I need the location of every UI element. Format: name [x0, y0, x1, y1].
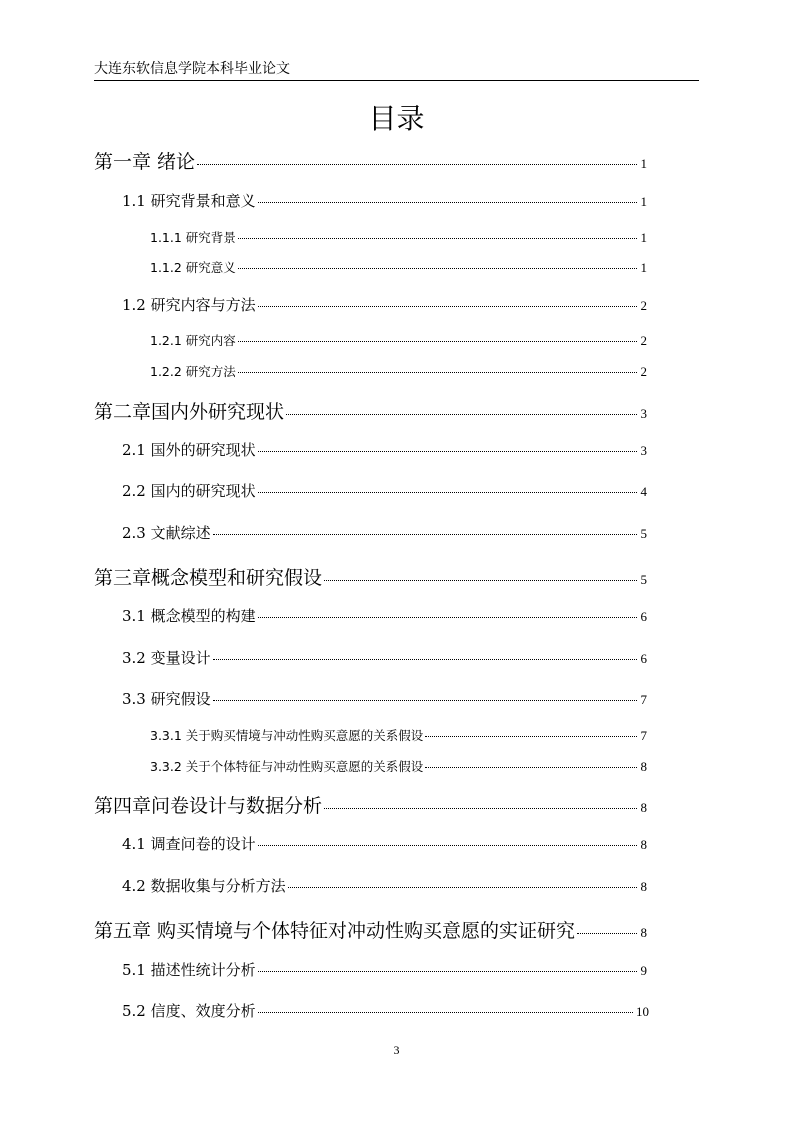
toc-entry-page: 9 — [640, 963, 647, 978]
toc-entry-2-1[interactable] — [122, 439, 647, 460]
leader-dots — [288, 887, 637, 888]
leader-dots — [213, 659, 637, 660]
leader-dots — [258, 202, 637, 203]
toc-entry-page: 7 — [640, 728, 647, 743]
leader-dots — [258, 971, 637, 972]
toc-entry-page: 8 — [640, 800, 647, 815]
toc-entry-text: 5.1 描述性统计分析 — [122, 961, 256, 979]
toc-entry-3-2[interactable] — [122, 647, 647, 668]
toc-entry-2-2[interactable] — [122, 480, 647, 501]
toc-entry-4-1[interactable] — [122, 833, 647, 854]
page-number: 3 — [393, 1043, 400, 1057]
running-header: 大连东软信息学院本科毕业论文 — [94, 61, 290, 77]
toc-entry-chapter-3[interactable] — [94, 563, 647, 590]
toc-entry-5-2[interactable] — [122, 1000, 649, 1021]
toc-title: 目录 — [368, 102, 425, 135]
leader-dots — [324, 580, 637, 581]
toc-entry-text: 4.1 调查问卷的设计 — [122, 835, 256, 853]
leader-dots — [213, 534, 637, 535]
toc-entry-text: 3.3.1 关于购买情境与冲动性购买意愿的关系假设 — [150, 728, 424, 743]
toc-entry-text: 5.2 信度、效度分析 — [122, 1002, 256, 1020]
toc-entry-page: 2 — [640, 333, 647, 348]
toc-entry-text: 1.1.2 研究意义 — [150, 260, 236, 275]
toc-entry-chapter-5[interactable] — [94, 916, 647, 943]
leader-dots — [258, 845, 637, 846]
toc-entry-page: 8 — [640, 759, 647, 774]
toc-entry-page: 6 — [640, 651, 647, 666]
toc-entry-text: 1.1.1 研究背景 — [150, 230, 236, 245]
toc-entry-text: 1.1 研究背景和意义 — [122, 192, 256, 210]
toc-entry-text: 1.2 研究内容与方法 — [122, 296, 256, 314]
toc-entry-page: 8 — [640, 925, 647, 940]
leader-dots — [324, 808, 637, 809]
leader-dots — [258, 1012, 633, 1013]
leader-dots — [238, 268, 637, 269]
toc-entry-page: 1 — [640, 230, 647, 245]
leader-dots — [425, 736, 637, 737]
toc-entry-1-2[interactable] — [122, 294, 647, 315]
toc-entry-2-3[interactable] — [122, 522, 647, 543]
leader-dots — [258, 617, 637, 618]
toc-entry-page: 7 — [640, 692, 647, 707]
toc-entry-text: 第四章问卷设计与数据分析 — [94, 795, 323, 817]
toc-entry-page: 2 — [640, 364, 647, 379]
toc-entry-1-1[interactable] — [122, 190, 647, 211]
leader-dots — [258, 451, 637, 452]
toc-entry-5-1[interactable] — [122, 959, 647, 980]
toc-entry-page: 1 — [640, 194, 647, 209]
leader-dots — [238, 238, 637, 239]
toc-entry-text: 3.3 研究假设 — [122, 690, 211, 708]
toc-entry-text: 第五章 购买情境与个体特征对冲动性购买意愿的实证研究 — [94, 920, 576, 942]
leader-dots — [238, 372, 637, 373]
header-rule — [94, 80, 699, 81]
leader-dots — [425, 767, 637, 768]
toc-entry-1-2-2[interactable] — [150, 362, 647, 380]
toc-entry-1-1-2[interactable] — [150, 258, 647, 276]
toc-entry-3-1[interactable] — [122, 605, 647, 626]
toc-entry-text: 3.3.2 关于个体特征与冲动性购买意愿的关系假设 — [150, 759, 424, 774]
toc-entry-page: 6 — [640, 609, 647, 624]
leader-dots — [238, 341, 637, 342]
toc-entry-text: 2.1 国外的研究现状 — [122, 441, 256, 459]
toc-entry-text: 3.2 变量设计 — [122, 649, 211, 667]
leader-dots — [258, 306, 637, 307]
toc-entry-page: 5 — [640, 526, 647, 541]
toc-entry-1-1-1[interactable] — [150, 228, 647, 246]
toc-entry-1-2-1[interactable] — [150, 331, 647, 349]
leader-dots — [577, 933, 637, 934]
leader-dots — [213, 700, 637, 701]
leader-dots — [258, 492, 637, 493]
toc-entry-page: 10 — [636, 1004, 649, 1019]
toc-entry-3-3[interactable] — [122, 688, 647, 709]
toc-entry-page: 3 — [640, 406, 647, 421]
toc-entry-page: 8 — [640, 837, 647, 852]
toc-entry-text: 1.2.2 研究方法 — [150, 364, 236, 379]
toc-entry-text: 第一章 绪论 — [94, 151, 196, 173]
toc-entry-text: 2.2 国内的研究现状 — [122, 482, 256, 500]
toc-entry-4-2[interactable] — [122, 875, 647, 896]
toc-entry-text: 第二章国内外研究现状 — [94, 401, 285, 423]
toc-entry-text: 第三章概念模型和研究假设 — [94, 567, 323, 589]
toc-entry-text: 2.3 文献综述 — [122, 524, 211, 542]
toc-entry-text: 4.2 数据收集与分析方法 — [122, 877, 286, 895]
toc-entry-page: 1 — [640, 260, 647, 275]
toc-entry-chapter-4[interactable] — [94, 791, 647, 818]
toc-entry-chapter-1[interactable] — [94, 147, 647, 174]
toc-entry-text: 3.1 概念模型的构建 — [122, 607, 256, 625]
toc-entry-chapter-2[interactable] — [94, 397, 647, 424]
toc-entry-3-3-2[interactable] — [150, 757, 647, 775]
toc-entry-page: 3 — [640, 443, 647, 458]
toc-entry-page: 1 — [640, 156, 647, 171]
leader-dots — [286, 414, 637, 415]
toc-entry-text: 1.2.1 研究内容 — [150, 333, 236, 348]
toc-entry-page: 5 — [640, 572, 647, 587]
leader-dots — [197, 164, 637, 165]
toc-entry-page: 2 — [640, 298, 647, 313]
toc-entry-3-3-1[interactable] — [150, 726, 647, 744]
toc-entry-page: 8 — [640, 879, 647, 894]
toc-entry-page: 4 — [640, 484, 647, 499]
